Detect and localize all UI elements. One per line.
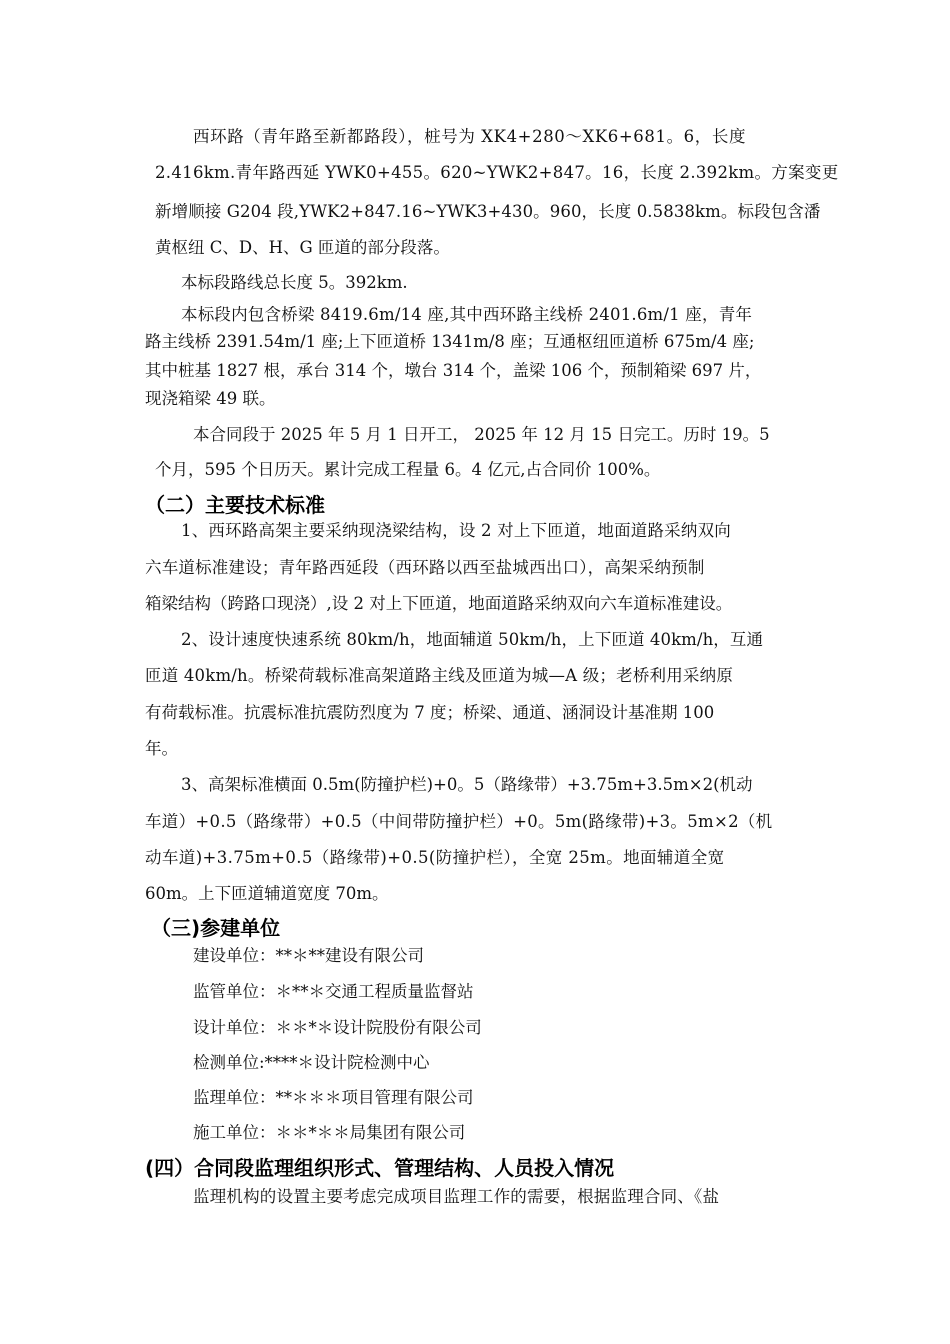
paragraph-line: 箱梁结构（跨路口现浇）,设 2 对上下匝道，地面道路采纳双向六车道标准建设。	[145, 594, 733, 613]
section-heading: （三)参建单位	[151, 916, 281, 940]
section-heading: (四）合同段监理组织形式、管理结构、人员投入情况	[145, 1156, 615, 1180]
paragraph-line: 匝道 40km/h。桥梁荷载标准高架道路主线及匝道为城—A 级；老桥利用采纳原	[145, 666, 734, 685]
paragraph-line: 车道）+0.5（路缘带）+0.5（中间带防撞护栏）+0。5m(路缘带)+3。5m×2（机	[145, 812, 773, 831]
paragraph-line: 本合同段于 2025 年 5 月 1 日开工， 2025 年 12 月 15 日完工。历时 19。5	[193, 425, 770, 444]
section-heading: （二）主要技术标准	[145, 493, 325, 517]
unit-line: 建设单位：**＊**建设有限公司	[193, 946, 424, 965]
paragraph-line: 本标段路线总长度 5。392km.	[181, 273, 408, 292]
paragraph-line: 60m。上下匝道辅道宽度 70m。	[145, 884, 389, 903]
paragraph-line: 新增顺接 G204 段,YWK2+847.16~YWK3+430。960，长度 0.5838km。标段包含潘	[155, 202, 821, 221]
unit-line: 施工单位：＊＊*＊＊局集团有限公司	[193, 1123, 466, 1142]
unit-line: 检测单位:****＊设计院检测中心	[193, 1053, 430, 1072]
paragraph-line: 动车道)+3.75m+0.5（路缘带)+0.5(防撞护栏），全宽 25m。地面辅道全宽	[145, 848, 725, 867]
unit-line: 设计单位：＊＊*＊设计院股份有限公司	[193, 1018, 482, 1037]
unit-line: 监理单位：**＊＊＊项目管理有限公司	[193, 1088, 474, 1107]
unit-line: 监管单位：＊**＊交通工程质量监督站	[193, 982, 474, 1001]
paragraph-line: 1、西环路高架主要采纳现浇梁结构，设 2 对上下匝道，地面道路采纳双向	[181, 521, 731, 540]
paragraph-line: 个月，595 个日历天。累计完成工程量 6。4 亿元,占合同价 100%。	[155, 460, 661, 479]
paragraph-line: 有荷载标准。抗震标准抗震防烈度为 7 度；桥梁、通道、涵洞设计基准期 100	[145, 703, 715, 722]
paragraph-line: 本标段内包含桥梁 8419.6m/14 座,其中西环路主线桥 2401.6m/1 座，青年	[181, 305, 753, 324]
paragraph-line: 2、设计速度快速系统 80km/h，地面辅道 50km/h，上下匝道 40km/h，互通	[181, 630, 764, 649]
paragraph-line: 路主线桥 2391.54m/1 座;上下匝道桥 1341m/8 座；互通枢纽匝道桥 675m/4 座;	[145, 332, 755, 351]
paragraph-line: 3、高架标准横面 0.5m(防撞护栏)+0。5（路缘带）+3.75m+3.5m×2(机动	[181, 775, 753, 794]
paragraph-line: 年。	[145, 739, 178, 758]
paragraph-line: 2.416km.青年路西延 YWK0+455。620~YWK2+847。16，长度 2.392km。方案变更	[155, 163, 839, 182]
paragraph-line: 监理机构的设置主要考虑完成项目监理工作的需要，根据监理合同、《盐	[193, 1187, 720, 1206]
paragraph-line: 黄枢纽 C、D、H、G 匝道的部分段落。	[155, 238, 450, 257]
paragraph-line: 其中桩基 1827 根，承台 314 个，墩台 314 个，盖梁 106 个，预制箱梁 697 片，	[145, 361, 762, 380]
paragraph-line: 现浇箱梁 49 联。	[145, 389, 276, 408]
paragraph-line: 六车道标准建设；青年路西延段（西环路以西至盐城西出口），高架采纳预制	[145, 558, 705, 577]
paragraph-line: 西环路（青年路至新都路段），桩号为 XK4+280～XK6+681。6，长度	[193, 127, 747, 146]
